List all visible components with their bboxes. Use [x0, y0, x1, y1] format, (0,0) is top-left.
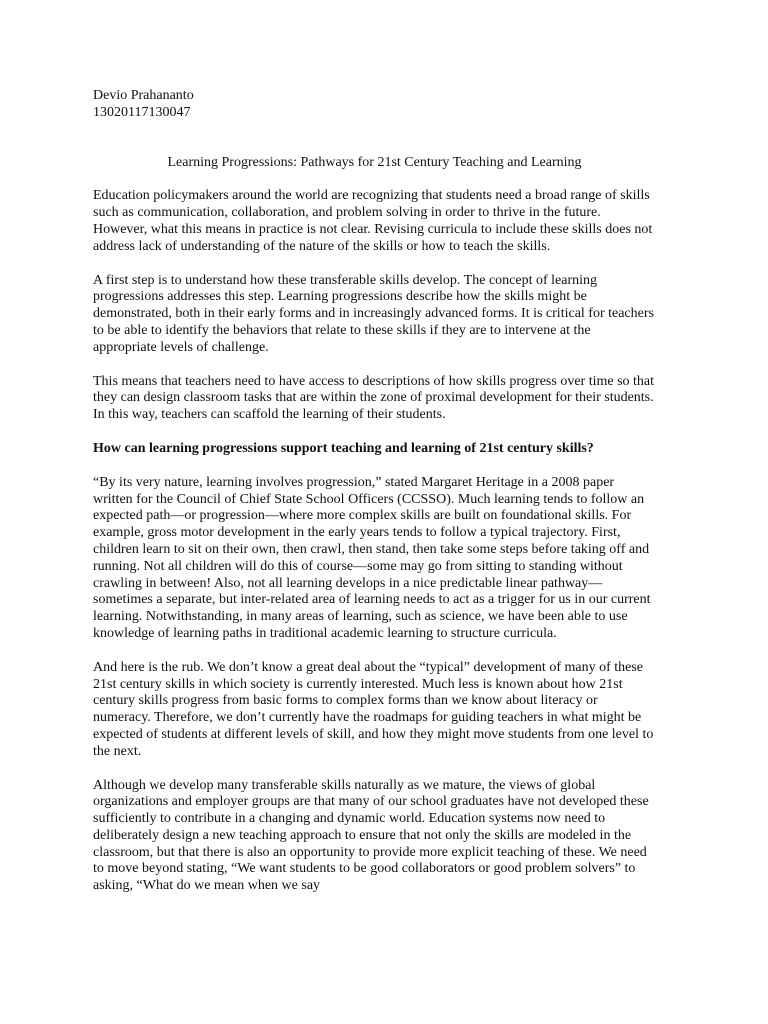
paragraph: “By its very nature, learning involves progression,” stated Margaret Heritage in a 2008 paper written for the Council of Chief State School Officers (CCSSO). Much learning tends to follow an expected path—or progression—where more complex skills are built on foundational skills. For example, gross motor development in the early years tends to follow a typical trajectory. First, children learn to sit on their own, then crawl, then stand, then take some steps before taking off and running. Not all children will do this of course—some may go from sitting to standing without crawling in between! Also, not all learning develops in a nice predictable linear pathway—sometimes a separate, but inter-related area of learning needs to act as a trigger for us in our current learning. Notwithstanding, in many areas of learning, such as science, we have been able to use knowledge of learning paths in traditional academic learning to structure curricula.	[93, 474, 651, 641]
section-heading: How can learning progressions support teaching and learning of 21st century skills?	[93, 440, 594, 456]
document-page	[93, 88, 656, 912]
paragraph: Although we develop many transferable skills naturally as we mature, the views of global organizations and employer groups are that many of our school graduates have not developed these sufficiently to contribute in a changing and dynamic world. Education systems now need to deliberately design a new teaching approach to ensure that not only the skills are modeled in the classroom, but that there is also an opportunity to provide more explicit teaching of these. We need to move beyond stating, “We want students to be good collaborators or good problem solvers” to asking, “What do we mean when we say	[93, 777, 649, 894]
author-name: Devio Prahananto	[93, 88, 194, 103]
paragraph: This means that teachers need to have access to descriptions of how skills progress over time so that they can design classroom tasks that are within the zone of proximal development for their students. In this way, teachers can scaffold the learning of their students.	[93, 373, 655, 423]
paragraph: Education policymakers around the world are recognizing that students need a broad range of skills such as communication, collaboration, and problem solving in order to thrive in the future. However, what this means in practice is not clear. Revising curricula to include these skills does not address lack of understanding of the nature of the skills or how to teach the skills.	[93, 188, 653, 254]
document-title: Learning Progressions: Pathways for 21st Century Teaching and Learning	[167, 154, 582, 170]
paragraph: And here is the rub. We don’t know a great deal about the “typical” development of many of these 21st century skills in which society is currently interested. Much less is known about how 21st century skills progress from basic forms to complex forms than we know about literacy or numeracy. Therefore, we don’t currently have the roadmaps for guiding teachers in what might be expected of students at different levels of skill, and how they might move students from one level to the next.	[93, 659, 654, 759]
student-id: 13020117130047	[93, 104, 191, 120]
paragraph: A first step is to understand how these transferable skills develop. The concept of learning progressions addresses this step. Learning progressions describe how the skills might be demonstrated, both in their early forms and in increasingly advanced forms. It is critical for teachers to be able to identify the behaviors that relate to these skills if they are to intervene at the appropriate levels of challenge.	[93, 272, 654, 355]
